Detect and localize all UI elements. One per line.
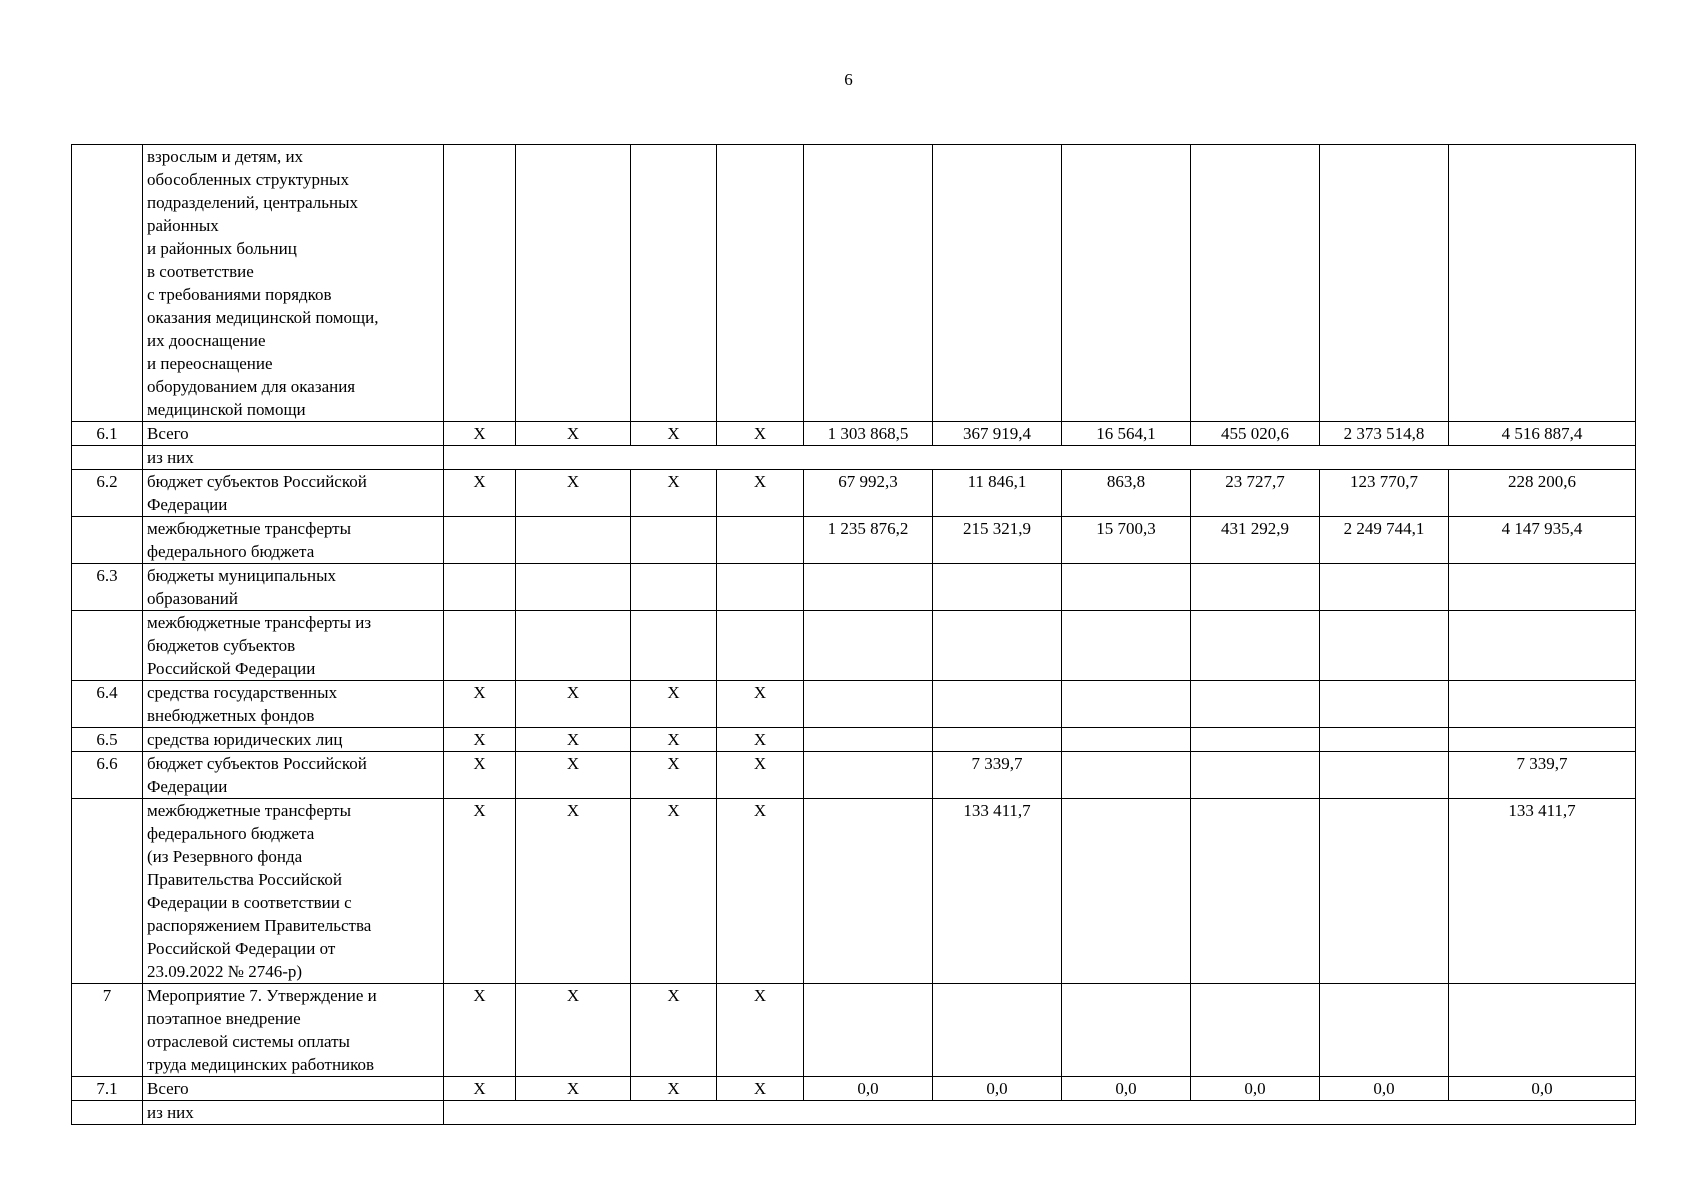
x-mark-cell: X <box>717 752 804 799</box>
row-name: межбюджетные трансферты из бюджетов субъектов Российской Федерации <box>143 611 444 681</box>
x-mark-cell: X <box>516 1077 631 1101</box>
value-cell: 2 373 514,8 <box>1320 422 1449 446</box>
x-mark-cell <box>631 611 717 681</box>
value-cell: 0,0 <box>1320 1077 1449 1101</box>
value-cell <box>1191 145 1320 422</box>
value-cell: 367 919,4 <box>933 422 1062 446</box>
table-row <box>72 611 1636 681</box>
x-mark-cell <box>717 611 804 681</box>
row-name: Всего <box>143 1077 444 1101</box>
row-name: взрослым и детям, их обособленных структурных подразделений, центральных районных и районных больниц в соответствие с требованиями порядков оказания медицинской помощи, их дооснащение и переоснащение оборудованием для оказания медицинской помощи <box>143 145 444 422</box>
table-row <box>72 564 1636 611</box>
value-cell <box>804 752 933 799</box>
value-cell <box>1320 752 1449 799</box>
value-cell <box>1191 564 1320 611</box>
budget-table <box>71 144 1636 1125</box>
row-name: бюджеты муниципальных образований <box>143 564 444 611</box>
row-name: бюджет субъектов Российской Федерации <box>143 470 444 517</box>
value-cell: 4 516 887,4 <box>1449 422 1636 446</box>
row-name: средства государственных внебюджетных фондов <box>143 681 444 728</box>
x-mark-cell: X <box>631 752 717 799</box>
x-mark-cell: X <box>631 681 717 728</box>
value-cell <box>933 984 1062 1077</box>
x-mark-cell: X <box>444 422 516 446</box>
x-mark-cell <box>717 564 804 611</box>
value-cell <box>1062 984 1191 1077</box>
value-cell: 0,0 <box>1062 1077 1191 1101</box>
table-row <box>72 984 1636 1077</box>
value-cell: 1 235 876,2 <box>804 517 933 564</box>
x-mark-cell <box>717 517 804 564</box>
row-number: 6.5 <box>72 728 143 752</box>
value-cell <box>1191 611 1320 681</box>
table-row <box>72 728 1636 752</box>
value-cell: 67 992,3 <box>804 470 933 517</box>
value-cell: 1 303 868,5 <box>804 422 933 446</box>
row-number: 6.3 <box>72 564 143 611</box>
row-number: 7 <box>72 984 143 1077</box>
value-cell <box>1062 752 1191 799</box>
x-mark-cell <box>516 517 631 564</box>
table-row <box>72 1101 1636 1125</box>
value-cell <box>1062 799 1191 984</box>
value-cell <box>804 611 933 681</box>
value-cell <box>1191 799 1320 984</box>
x-mark-cell <box>631 145 717 422</box>
value-cell: 0,0 <box>1191 1077 1320 1101</box>
x-mark-cell: X <box>717 728 804 752</box>
value-cell: 2 249 744,1 <box>1320 517 1449 564</box>
value-cell <box>933 564 1062 611</box>
row-number <box>72 446 143 470</box>
x-mark-cell: X <box>631 470 717 517</box>
row-number: 6.2 <box>72 470 143 517</box>
table-row <box>72 422 1636 446</box>
value-cell <box>1062 145 1191 422</box>
value-cell: 133 411,7 <box>1449 799 1636 984</box>
value-cell <box>1320 681 1449 728</box>
x-mark-cell: X <box>444 984 516 1077</box>
value-cell <box>1062 611 1191 681</box>
x-mark-cell: X <box>444 799 516 984</box>
value-cell: 431 292,9 <box>1191 517 1320 564</box>
value-cell <box>933 728 1062 752</box>
value-cell <box>804 984 933 1077</box>
row-number: 6.4 <box>72 681 143 728</box>
value-cell: 455 020,6 <box>1191 422 1320 446</box>
value-cell: 215 321,9 <box>933 517 1062 564</box>
x-mark-cell <box>631 564 717 611</box>
table-row <box>72 799 1636 984</box>
table-row <box>72 145 1636 422</box>
value-cell <box>1449 564 1636 611</box>
x-mark-cell: X <box>444 1077 516 1101</box>
value-cell <box>1191 728 1320 752</box>
value-cell <box>1320 984 1449 1077</box>
value-cell <box>933 145 1062 422</box>
value-cell <box>1449 681 1636 728</box>
merged-cell <box>444 446 1636 470</box>
value-cell <box>1062 681 1191 728</box>
x-mark-cell: X <box>516 984 631 1077</box>
x-mark-cell: X <box>631 728 717 752</box>
value-cell: 15 700,3 <box>1062 517 1191 564</box>
value-cell <box>933 611 1062 681</box>
row-number: 6.6 <box>72 752 143 799</box>
x-mark-cell: X <box>631 984 717 1077</box>
value-cell <box>804 145 933 422</box>
value-cell <box>933 681 1062 728</box>
x-mark-cell: X <box>717 984 804 1077</box>
x-mark-cell: X <box>444 681 516 728</box>
row-name: Всего <box>143 422 444 446</box>
x-mark-cell: X <box>516 799 631 984</box>
merged-cell <box>444 1101 1636 1125</box>
x-mark-cell: X <box>516 681 631 728</box>
table-row <box>72 446 1636 470</box>
row-number: 6.1 <box>72 422 143 446</box>
value-cell <box>1062 728 1191 752</box>
x-mark-cell <box>444 564 516 611</box>
value-cell <box>1320 145 1449 422</box>
value-cell <box>1191 752 1320 799</box>
x-mark-cell: X <box>717 799 804 984</box>
x-mark-cell: X <box>717 422 804 446</box>
value-cell <box>1449 984 1636 1077</box>
value-cell <box>1449 728 1636 752</box>
row-name: бюджет субъектов Российской Федерации <box>143 752 444 799</box>
value-cell <box>804 681 933 728</box>
table-row <box>72 517 1636 564</box>
row-number <box>72 1101 143 1125</box>
x-mark-cell: X <box>717 470 804 517</box>
x-mark-cell <box>444 145 516 422</box>
value-cell: 7 339,7 <box>1449 752 1636 799</box>
x-mark-cell <box>631 517 717 564</box>
table-row <box>72 752 1636 799</box>
value-cell: 16 564,1 <box>1062 422 1191 446</box>
row-name: Мероприятие 7. Утверждение и поэтапное внедрение отраслевой системы оплаты труда медицинских работников <box>143 984 444 1077</box>
row-name: средства юридических лиц <box>143 728 444 752</box>
row-number <box>72 611 143 681</box>
value-cell: 0,0 <box>933 1077 1062 1101</box>
value-cell <box>804 799 933 984</box>
row-number <box>72 517 143 564</box>
row-number: 7.1 <box>72 1077 143 1101</box>
x-mark-cell: X <box>444 752 516 799</box>
x-mark-cell: X <box>444 728 516 752</box>
value-cell: 7 339,7 <box>933 752 1062 799</box>
row-number <box>72 799 143 984</box>
value-cell <box>1191 681 1320 728</box>
x-mark-cell <box>516 145 631 422</box>
value-cell <box>1062 564 1191 611</box>
x-mark-cell: X <box>631 1077 717 1101</box>
value-cell <box>1320 799 1449 984</box>
x-mark-cell: X <box>631 799 717 984</box>
page-number: 6 <box>844 70 853 89</box>
value-cell <box>804 564 933 611</box>
value-cell: 11 846,1 <box>933 470 1062 517</box>
x-mark-cell <box>444 611 516 681</box>
value-cell: 0,0 <box>1449 1077 1636 1101</box>
x-mark-cell: X <box>516 470 631 517</box>
row-number <box>72 145 143 422</box>
value-cell <box>1320 728 1449 752</box>
x-mark-cell: X <box>444 470 516 517</box>
x-mark-cell <box>516 611 631 681</box>
value-cell <box>1191 984 1320 1077</box>
value-cell <box>1449 611 1636 681</box>
table-row <box>72 470 1636 517</box>
value-cell: 228 200,6 <box>1449 470 1636 517</box>
row-name: межбюджетные трансферты федерального бюджета (из Резервного фонда Правительства Российской Федерации в соответствии с распоряжением Правительства Российской Федерации от 23.09.2022 № 2746-р) <box>143 799 444 984</box>
value-cell: 4 147 935,4 <box>1449 517 1636 564</box>
row-name: из них <box>143 1101 444 1125</box>
value-cell <box>1449 145 1636 422</box>
x-mark-cell: X <box>516 752 631 799</box>
x-mark-cell <box>516 564 631 611</box>
table-body <box>72 145 1636 1125</box>
x-mark-cell: X <box>717 1077 804 1101</box>
value-cell: 123 770,7 <box>1320 470 1449 517</box>
x-mark-cell: X <box>717 681 804 728</box>
x-mark-cell <box>717 145 804 422</box>
x-mark-cell <box>444 517 516 564</box>
value-cell: 23 727,7 <box>1191 470 1320 517</box>
value-cell <box>804 728 933 752</box>
value-cell: 133 411,7 <box>933 799 1062 984</box>
value-cell: 0,0 <box>804 1077 933 1101</box>
x-mark-cell: X <box>516 728 631 752</box>
table-row <box>72 681 1636 728</box>
table-row <box>72 1077 1636 1101</box>
value-cell <box>1320 564 1449 611</box>
x-mark-cell: X <box>631 422 717 446</box>
value-cell: 863,8 <box>1062 470 1191 517</box>
row-name: из них <box>143 446 444 470</box>
value-cell <box>1320 611 1449 681</box>
row-name: межбюджетные трансферты федерального бюджета <box>143 517 444 564</box>
x-mark-cell: X <box>516 422 631 446</box>
